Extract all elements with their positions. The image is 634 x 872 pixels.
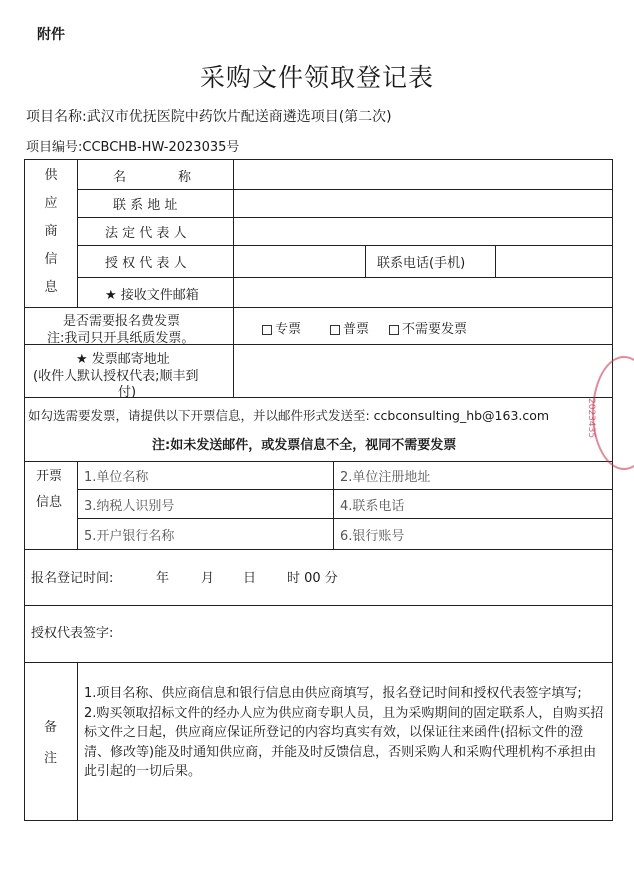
day-unit: 日: [243, 571, 257, 586]
registration-time-label: 报名登记时间:: [31, 571, 114, 586]
seal-number: 2023435: [586, 398, 596, 439]
project-number: 项目编号:CCBCHB-HW-2023035号: [26, 140, 240, 155]
hour-minute-unit: 时 00 分: [287, 571, 338, 586]
phone-field[interactable]: [498, 248, 610, 275]
notes-side: 备: [44, 720, 58, 735]
tax-id-field[interactable]: 3.纳税人识别号: [84, 499, 175, 514]
invoice-mail-note-cont: 付): [118, 385, 137, 400]
supplier-side-char: 息: [44, 280, 58, 295]
contact-phone-field[interactable]: 4.联系电话: [340, 499, 405, 514]
invoice-need-note: 注:我司只开具纸质发票。: [47, 331, 195, 346]
bank-name-field[interactable]: 5.开户银行名称: [84, 529, 175, 544]
invoice-notice: 如勾选需要发票，请提供以下开票信息，并以邮件形式发送至: ccbconsulting_hb@163.com: [28, 408, 550, 423]
notes-side: 注: [44, 751, 58, 766]
option-normal-invoice[interactable]: 普票: [330, 318, 369, 337]
company-name-field[interactable]: 1.单位名称: [84, 470, 149, 485]
legal-rep-label: 法 定 代 表 人: [105, 226, 187, 241]
email-label: ★ 接收文件邮箱: [105, 288, 199, 303]
checkbox-icon: [262, 325, 272, 335]
auth-rep-field[interactable]: [236, 248, 363, 275]
supplier-side-char: 应: [44, 196, 58, 211]
phone-label: 联系电话(手机): [377, 256, 466, 271]
page-title: 采购文件领取登记表: [199, 63, 434, 92]
notes-text: [84, 684, 604, 782]
invoice-mail-field[interactable]: [236, 347, 610, 395]
signature-field[interactable]: [130, 610, 608, 658]
invoice-mail-label: ★ 发票邮寄地址: [76, 352, 170, 367]
signature-label: 授权代表签字:: [31, 626, 114, 641]
option-special-invoice[interactable]: 专票: [262, 318, 301, 337]
invoice-info-side: 信息: [36, 495, 63, 510]
auth-rep-label: 授 权 代 表 人: [105, 256, 187, 271]
address-label: 联 系 地 址: [113, 198, 178, 213]
supplier-side-char: 供: [44, 168, 58, 183]
name-label: 名 称: [113, 170, 192, 185]
option-no-invoice[interactable]: 不需要发票: [389, 318, 467, 337]
invoice-need-label: 是否需要报名费发票: [63, 314, 181, 329]
supplier-side-char: 信: [44, 252, 58, 267]
month-unit: 月: [201, 571, 215, 586]
year-unit: 年: [156, 571, 170, 586]
supplier-name-field[interactable]: [236, 162, 610, 187]
invoice-mail-note: (收件人默认授权代表;顺丰到: [33, 369, 199, 384]
bank-account-field[interactable]: 6.银行账号: [340, 529, 405, 544]
note-item: 1.项目名称、供应商信息和银行信息由供应商填写，报名登记时间和授权代表签字填写;: [84, 686, 582, 701]
address-field[interactable]: [236, 192, 610, 215]
invoice-info-side: 开票: [36, 469, 63, 484]
checkbox-icon: [389, 325, 399, 335]
invoice-warning: 注:如未发送邮件，或发票信息不全，视同不需要发票: [152, 438, 457, 453]
registered-address-field[interactable]: 2.单位注册地址: [340, 470, 431, 485]
project-name: 项目名称:武汉市优抚医院中药饮片配送商遴选项目(第二次): [26, 109, 392, 125]
note-item: 2.购买领取招标文件的经办人应为供应商专职人员，且为采购期间的固定联系人，自购买招标文件之日起，供应商应保证所登记的内容均真实有效，以保证往来函件(招标文件的澄清、修改等)能及时通知供应商，并能及时反馈信息，否则采购人和采购代理机构不承担由此引起的一切后果。: [84, 705, 604, 780]
email-field[interactable]: [236, 280, 610, 305]
supplier-side-char: 商: [44, 224, 58, 239]
attachment-label: 附件: [37, 27, 65, 43]
legal-rep-field[interactable]: [236, 220, 610, 243]
checkbox-icon: [330, 325, 340, 335]
